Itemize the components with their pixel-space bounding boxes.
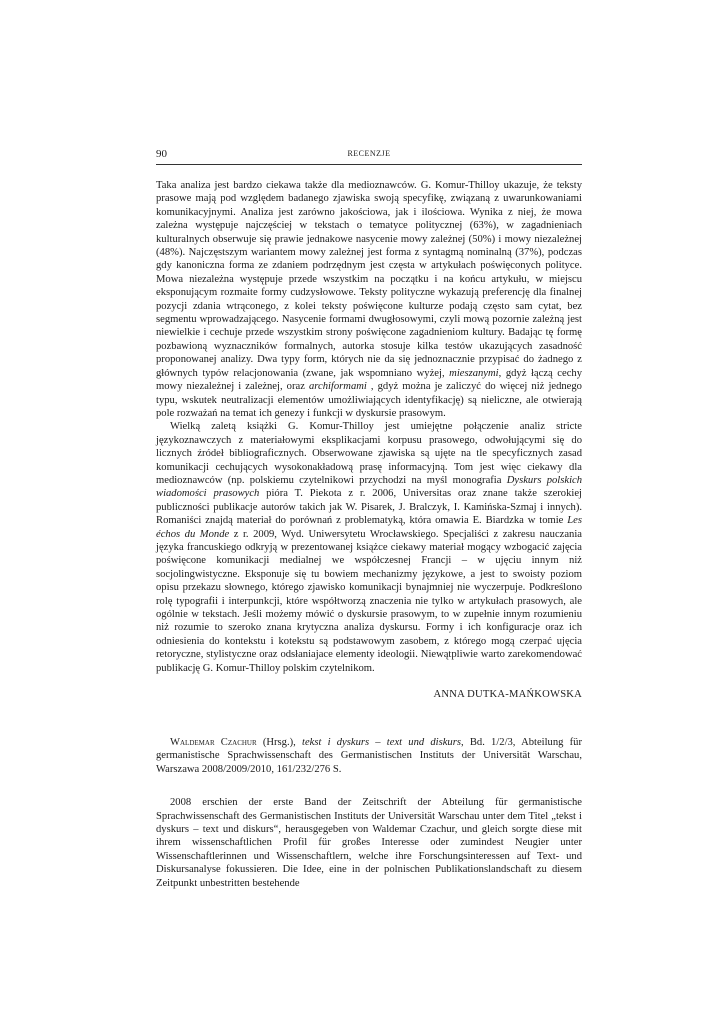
text-segment: , gdyż łączą cechy mowy niezależnej i zależnej, oraz bbox=[156, 367, 582, 393]
running-head: RECENZJE bbox=[347, 149, 391, 158]
text-segment: Taka analiza jest bardzo ciekawa także dla medioznawców. G. Komur-Thilloy ukazuje, że teksty prasowe mają pod względem badanego zjawiska swoją specyfikę, związaną z uwarunkowaniami komunikacyjnymi. Analiza jest zarówno jakościowa, jak i ilościowa. Wynika z niej, że mowa zależna występuje najczęściej w tekstach o tematyce politycznej (63%), w zagadnieniach kulturalnych obserwuje się prawie jednakowe nasycenie mowy zależnej (50%) i mowy niezależnej (48%). Najczęstszym wariantem mowy zależnej jest forma z syntagmą nominalną (37%), podczas gdy kanoniczna forma ze zdaniem podrzędnym jest częsta w artykułach poświęconych polityce. Mowa niezależna występuje przede wszystkim na początku i na końcu artykułu, w miejscu eksponującym rozmaite formy cudzysłowowe. Teksty polityczne wykazują preferencję dla finalnej pozycji zdania wtrąconego, z kolei teksty poświęcone kulturze podają często sam cytat, bez segmentu wprowadzającego. Nasycenie formami dwugłosowymi, czyli mową pozornie zależną jest niewielkie i cechuje przede wszystkim strony poświęcone zagadnieniom kultury. Badając tę formę pozbawioną wyznaczników formalnych, autorka stosuje kilka testów ukazujących zasadność proponowanej analizy. Dwa typy form, których nie da się jednoznacznie przypisać do żadnego z głównych typów relacjonowania (zwane, jak wspomniano wyżej, bbox=[156, 180, 582, 379]
text-segment: , gdyż można je zaliczyć do więcej niż jednego typu, wskutek neutralizacji elementów umożliwiających identyfikację) są nieliczne, ale otwierają pole rozważań na temat ich genezy i funkcji w dyskursie prasowym. bbox=[156, 381, 582, 419]
italic-title: Dyskurs polskich wiadomości prasowych bbox=[156, 474, 583, 500]
biblio-details: , Bd. 1/2/3, Abteilung für germanistische Sprachwissenschaft des Germanistischen Instituts der Universität Warschau, Warszawa 2008/2009/2010, 161/232/276 S. bbox=[156, 737, 582, 775]
text-segment: z r. 2009, Wyd. Uniwersytetu Wrocławskiego. Specjaliści z zakresu nauczania języka francuskiego odkryją w prezentowanej książce ciekawy materiał mogący wzbogacić zajęcia poświęcone komunikacji medialnej we współczesnej Francji – w ujęciu innym niż socjolingwistyczne. Eksponuje się tu bowiem mechanizmy językowe, a jest to swoisty poziom opisu przekazu słownego, którego zjawisko komunikacji bynajmniej nie wyczerpuje. Podkreślono rolę typografii i interpunkcji, które współtworzą znaczenia nie tylko w artykułach prasowych, ale ogólnie w tekstach. Jeśli możemy mówić o dyskursie prasowym, to w zupełnie innym rozumieniu niż rozumie to szeroko znana krytyczna analiza dyskursu. Formy i ich konfiguracje oraz ich odniesienia do kontekstu i kotekstu są podstawowym zasobem, z którego mogą czerpać ujęcia retoryczne, stylistyczne oraz odsłaniajace elementy ideologii. Niewątpliwie warto zarekomendować publikację G. Komur-Thilloy polskim czytelnikom. bbox=[156, 528, 583, 674]
bibliographic-entry bbox=[156, 736, 582, 776]
text-segment: pióra T. Piekota z r. 2006, Universitas oraz znane także szerokiej publiczności publikacje autorów takich jak W. Pisarek, J. Bralczyk, I. Kamińska-Szmaj i innych). Romaniści znajdą materiał do porównań z problematyką, która omawia E. Biardzka w tomie bbox=[156, 488, 582, 527]
biblio-title: tekst i dyskurs – text und diskurs bbox=[302, 737, 461, 749]
text-segment: Wielką zaletą książki G. Komur-Thilloy jest umiejętne połączenie analiz stricte językoznawczych z materiałowymi eksplikacjami korpusu prasowego, odwołującymi się do licznych źródeł bibliograficznych. Obserwowane zjawiska są ujęte na tle specyficznych zasad komunikacji cechujących wysokonakładową prasę informacyjną. Tom jest więc ciekawy dla medioznawców (np. polskiemu czytelnikowi przychodzi na myśl monografia bbox=[156, 421, 582, 486]
italic-term: archiformami bbox=[308, 381, 367, 393]
page-header bbox=[156, 148, 582, 165]
italic-term: mieszanymi bbox=[449, 367, 499, 379]
second-review-paragraph: 2008 erschien der erste Band der Zeitschrift der Abteilung für germanistische Sprachwissenschaft des Germanistischen Instituts der Universität Warschau unter dem Titel „tekst i dyskurs – text und diskurs“, herausgegeben von Waldemar Czachur, und gleich sorgte diese mit ihrem wissenschaftlichen Profil für großes Interesse oder zumindest Neugier unter Wissenschaftlerinnen und Wissenschaftlern, welche ihre Forschungsinteressen auf Text- und Diskursanalyse fokussieren. Die Idee, eine in der polnischen Publikationslandschaft zu diesem Zeitpunkt unbestritten bestehende bbox=[156, 797, 582, 889]
page-number: 90 bbox=[156, 148, 167, 160]
biblio-editor-note: (Hrsg.), bbox=[256, 737, 302, 749]
review-signature: ANNA DUTKA-MAŃKOWSKA bbox=[433, 689, 582, 701]
review-paragraph-1 bbox=[156, 179, 582, 420]
review-paragraph-2 bbox=[156, 420, 582, 675]
journal-page bbox=[156, 148, 582, 890]
biblio-author: Waldemar Czachur bbox=[170, 737, 257, 749]
italic-title: Les échos du Monde bbox=[156, 515, 582, 540]
review-body bbox=[156, 179, 582, 675]
